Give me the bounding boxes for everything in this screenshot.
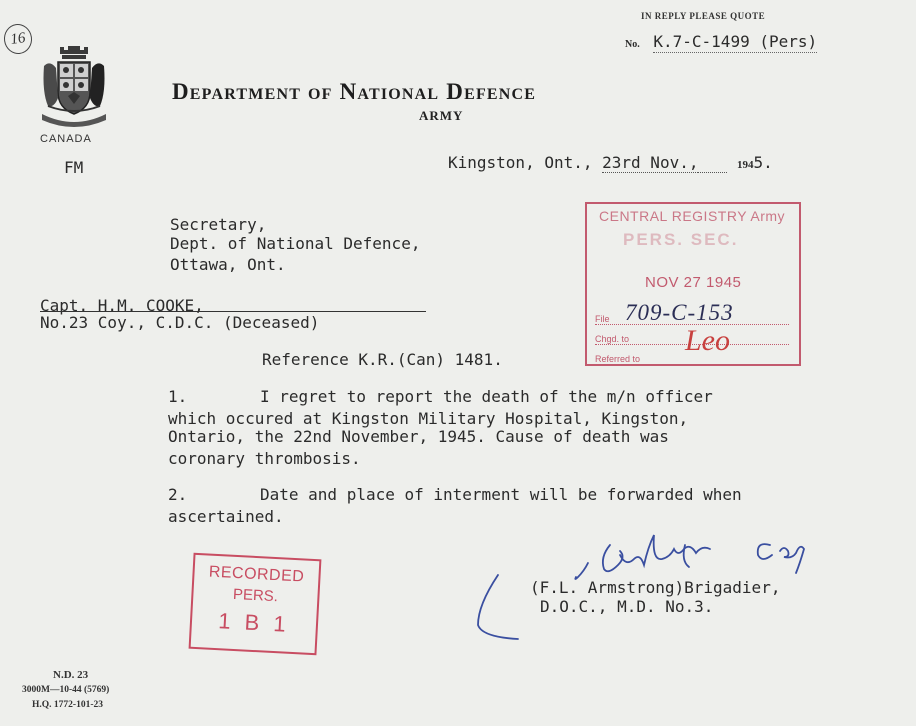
date-year-typed: 5. — [753, 153, 773, 172]
paragraph-1-number: 1. — [168, 387, 188, 406]
signatory-name: (F.L. Armstrong)Brigadier, — [530, 578, 781, 597]
paragraph-1-line: Ontario, the 22nd November, 1945. Cause of death was — [168, 427, 669, 446]
date-year-printed: 194 — [737, 159, 754, 171]
recorded-stamp-line: RECORDED — [208, 563, 305, 586]
typist-initials: FM — [64, 158, 84, 177]
branch-title: ARMY — [419, 108, 464, 123]
signatory-title: D.O.C., M.D. No.3. — [540, 597, 714, 616]
registry-referred-label: Referred to — [595, 354, 641, 364]
hq-number: H.Q. 1772-101-23 — [32, 700, 103, 710]
paragraph-1-line: coronary thrombosis. — [168, 449, 361, 468]
registry-referred-value: Leo — [685, 324, 730, 357]
paragraph-1-line: which occured at Kingston Military Hospital, Kingston, — [168, 409, 689, 428]
recorded-stamp-code: 1 B 1 — [217, 608, 291, 637]
registry-chgd-label: Chgd. to — [595, 334, 630, 344]
paragraph-1-line: 1. I regret to report the death of the m/n officer — [168, 387, 713, 406]
file-number-value: K.7-C-1499 (Pers) — [653, 32, 818, 51]
print-run: 3000M—10-44 (5769) — [22, 685, 110, 695]
page-number-mark: 16 — [2, 22, 34, 56]
subject-unit: No.23 Coy., C.D.C. (Deceased) — [40, 313, 320, 332]
paragraph-2-line: 2. Date and place of interment will be forwarded when — [168, 485, 742, 504]
registry-title: CENTRAL REGISTRY Army — [599, 208, 786, 224]
reference-line: Reference K.R.(Can) 1481. — [262, 350, 503, 369]
date-day-month: 23rd Nov., — [602, 153, 699, 172]
central-registry-stamp — [585, 202, 801, 366]
registry-file-number: 709-C-153 — [625, 300, 734, 325]
recipient-line: Dept. of National Defence, — [170, 234, 421, 253]
recipient-line: Ottawa, Ont. — [170, 255, 286, 274]
form-number: N.D. 23 — [53, 669, 89, 681]
paragraph-2-line: ascertained. — [168, 507, 284, 526]
registry-section: PERS. SEC. — [623, 230, 739, 249]
coat-of-arms-icon — [38, 44, 110, 130]
subject-name: Capt. H.M. COOKE, — [40, 296, 204, 315]
place: Kingston, Ont., — [448, 153, 593, 172]
file-number-prefix: No. — [625, 39, 640, 50]
paragraph-2-number: 2. — [168, 485, 188, 504]
reply-label: IN REPLY PLEASE QUOTE — [641, 11, 766, 21]
recipient-line: Secretary, — [170, 215, 267, 234]
recorded-stamp — [189, 553, 322, 656]
file-number-line — [625, 32, 817, 51]
country-label: CANADA — [40, 133, 92, 145]
registry-file-label: File — [595, 314, 610, 324]
registry-date: NOV 27 1945 — [645, 274, 742, 291]
department-title: Department of National Defence — [172, 79, 537, 104]
subject-underline — [40, 311, 426, 312]
place-date-line — [448, 153, 773, 172]
recorded-stamp-line: PERS. — [232, 585, 279, 606]
